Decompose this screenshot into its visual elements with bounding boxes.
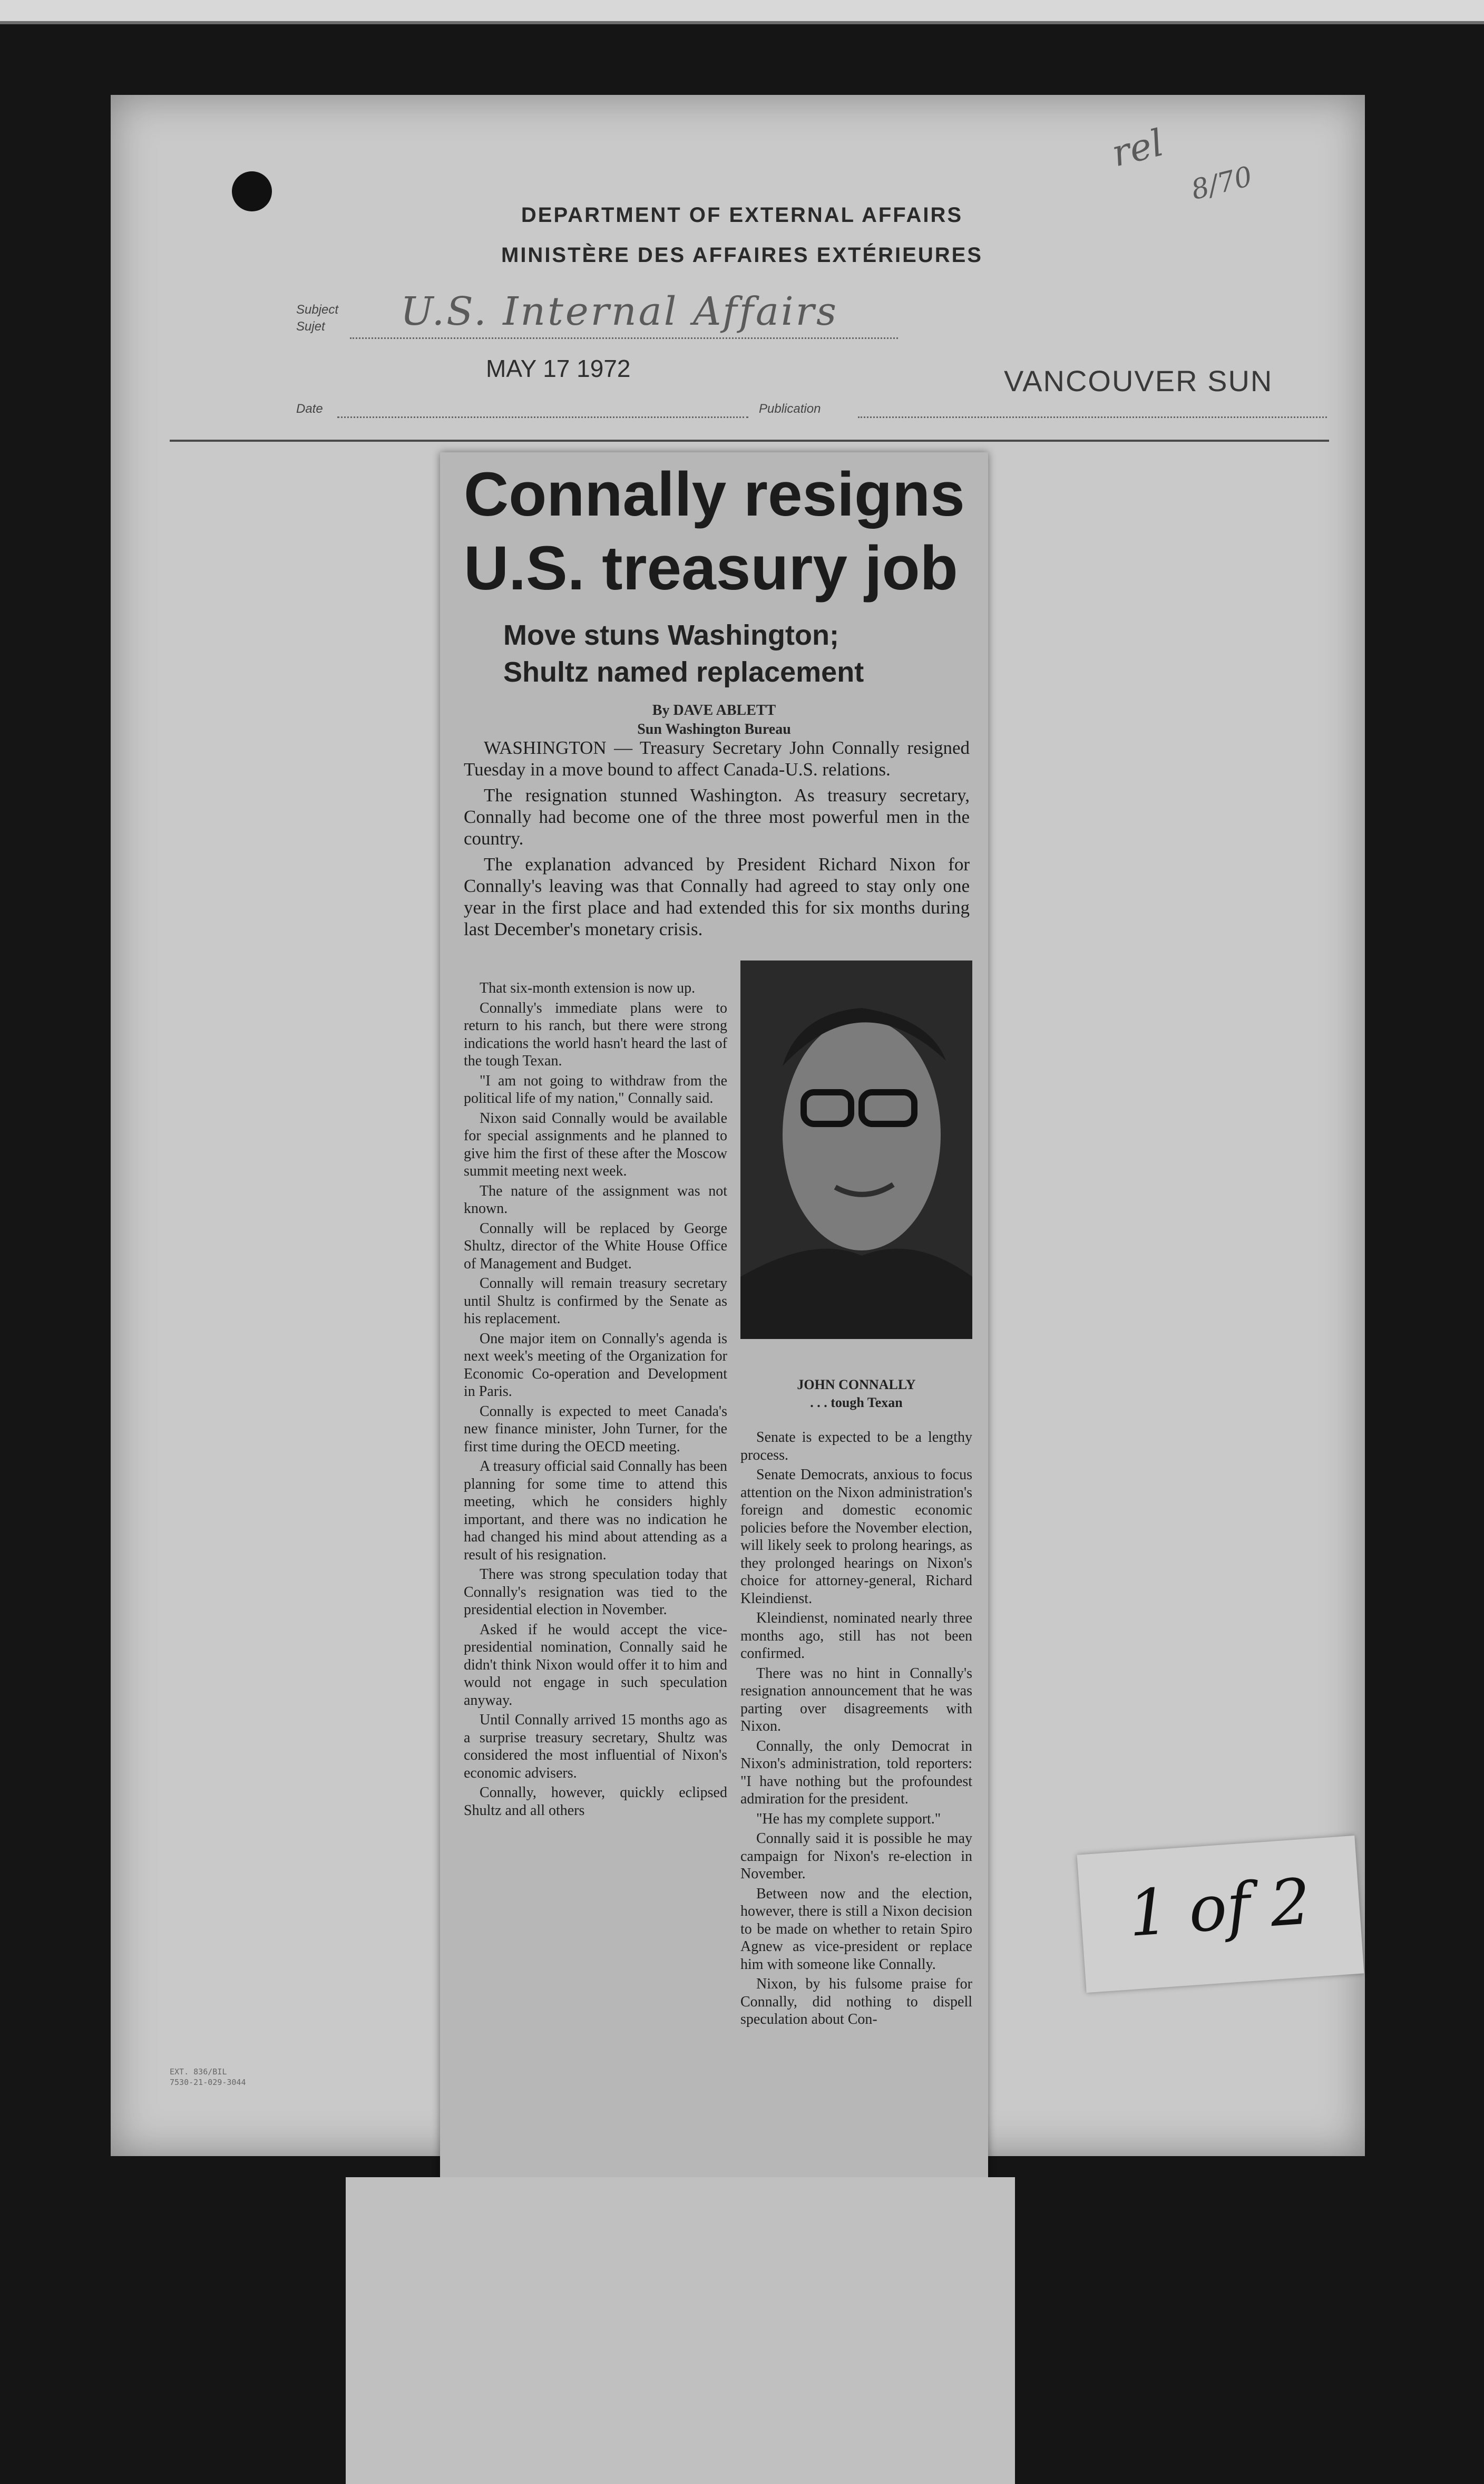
date-label: Date [296,402,323,416]
corner-handwritten-note-1: rel [1107,121,1168,176]
caption-name: JOHN CONNALLY [797,1377,916,1392]
lead-paragraph: The resignation stunned Washington. As treasury secretary, Connally had become one of the three most powerful men in the country. [464,785,970,849]
left-paragraph: That six-month extension is now up. [480,980,696,996]
subhead-line-2: Shultz named replacement [503,656,864,688]
page-count-note [1077,1836,1364,1993]
lead-paragraph: WASHINGTON — Treasury Secretary John Connally resigned Tuesday in a move bound to affect Canada-U.S. relations. [464,738,970,780]
publication-stamp: VANCOUVER SUN [1004,364,1273,397]
publication-line [858,416,1327,418]
left-paragraph: A treasury official said Connally has been planning for some time to attend this meeting, which he considers highly important, and there was no indication he had changed his mind about attending as a result of his resignation. [464,1458,727,1563]
photo-caption [740,1376,972,1412]
left-paragraph: The nature of the assignment was not known. [464,1182,727,1217]
subject-label: Subject [296,303,339,317]
department-title-fr: MINISTÈRE DES AFFAIRES EXTÉRIEURES [501,244,983,267]
date-stamp: MAY 17 1972 [486,355,631,382]
right-paragraph: Connally, the only Democrat in Nixon's administration, told reporters: "I have nothing but the profoundest admiration for the president. [740,1738,972,1807]
right-paragraph: Nixon, by his fulsome praise for Connally, did nothing to dispell speculation about Con- [740,1976,972,2027]
right-paragraph: Senate Democrats, anxious to focus attention on the Nixon administration's foreign and domestic economic policies before the November election, will likely seek to prolong hearings, as they prolonged hearings on Nixon's choice for attorney-general, Richard Kleindienst. [740,1467,972,1607]
byline-bureau: Sun Washington Bureau [637,721,791,738]
left-paragraph: Connally's immediate plans were to return to his ranch, but there were strong indications the world hasn't heard the last of the tough Texan. [464,1000,727,1069]
form-reference [170,2066,246,2088]
portrait-image [740,960,972,1339]
headline-line-1: Connally resigns [464,460,965,529]
corner-handwritten-note-2: 8/70 [1188,160,1256,207]
publication-label: Publication [759,402,821,416]
lead-paragraphs [464,737,970,944]
byline [440,701,988,739]
header-rule [170,440,1329,442]
form-reference-line-1: EXT. 836/BIL [170,2067,227,2077]
department-title-en: DEPARTMENT OF EXTERNAL AFFAIRS [521,203,963,227]
date-line [337,416,748,418]
left-paragraph: One major item on Connally's agenda is next week's meeting of the Organization for Economic Co-operation and Development in Paris. [464,1330,727,1400]
subject-handwritten-value: U.S. Internal Affairs [401,289,839,334]
right-paragraph: Kleindienst, nominated nearly three months ago, still has not been confirmed. [740,1610,972,1662]
right-column [740,1429,972,2031]
right-paragraph: "He has my complete support." [756,1810,941,1827]
left-paragraph: "I am not going to withdraw from the political life of my nation," Connally said. [464,1072,727,1107]
left-column [464,979,727,1821]
left-paragraph: There was strong speculation today that Connally's resignation was tied to the presidential election in November. [464,1566,727,1618]
byline-author: By DAVE ABLETT [652,702,776,719]
caption-text: . . . tough Texan [810,1395,903,1410]
newspaper-clipping [440,452,988,2187]
left-paragraph: Asked if he would accept the vice-presidential nomination, Connally said he didn't think Nixon would offer it to him and would not engage in such speculation anyway. [464,1621,727,1709]
right-paragraph: Connally said it is possible he may campaign for Nixon's re-election in November. [740,1830,972,1882]
left-paragraph: Until Connally arrived 15 months ago as a surprise treasury secretary, Shultz was considered the most influential of Nixon's economic advisers. [464,1712,727,1781]
left-paragraph: Nixon said Connally would be available for special assignments and he planned to give him the first of these after the Moscow summit meeting next week. [464,1110,727,1179]
sujet-label: Sujet [296,319,325,334]
right-paragraph: Senate is expected to be a lengthy process. [740,1429,972,1463]
right-paragraph: Between now and the election, however, there is still a Nixon decision to be made on whether to retain Spiro Agnew as vice-president or replace him with someone like Connally. [740,1885,972,1973]
form-reference-line-2: 7530-21-029-3044 [170,2078,246,2087]
article-subhead [503,617,967,691]
top-border-strip [0,0,1484,24]
page-count-text: 1 of 2 [1126,1865,1313,1951]
left-paragraph: Connally, however, quickly eclipsed Shultz and all others [464,1784,727,1819]
subhead-line-1: Move stuns Washington; [503,619,839,651]
article-headline [464,458,970,605]
left-paragraph: Connally is expected to meet Canada's new finance minister, John Turner, for the first time during the OECD meeting. [464,1403,727,1455]
lead-paragraph: The explanation advanced by President Richard Nixon for Connally's leaving was that Connally had agreed to stay only one year in the first place and had extended this for six months during last December's monetary crisis. [464,854,970,939]
right-paragraph: There was no hint in Connally's resignation announcement that he was parting over disagreements with Nixon. [740,1665,972,1734]
subject-line [350,337,898,339]
bottom-paper-tab [346,2177,1015,2484]
headline-line-2: U.S. treasury job [464,533,958,603]
left-paragraph: Connally will be replaced by George Shultz, director of the White House Office of Management and Budget. [464,1220,727,1272]
portrait-photo [740,960,972,1339]
left-paragraph: Connally will remain treasury secretary until Shultz is confirmed by the Senate as his replacement. [464,1275,727,1327]
